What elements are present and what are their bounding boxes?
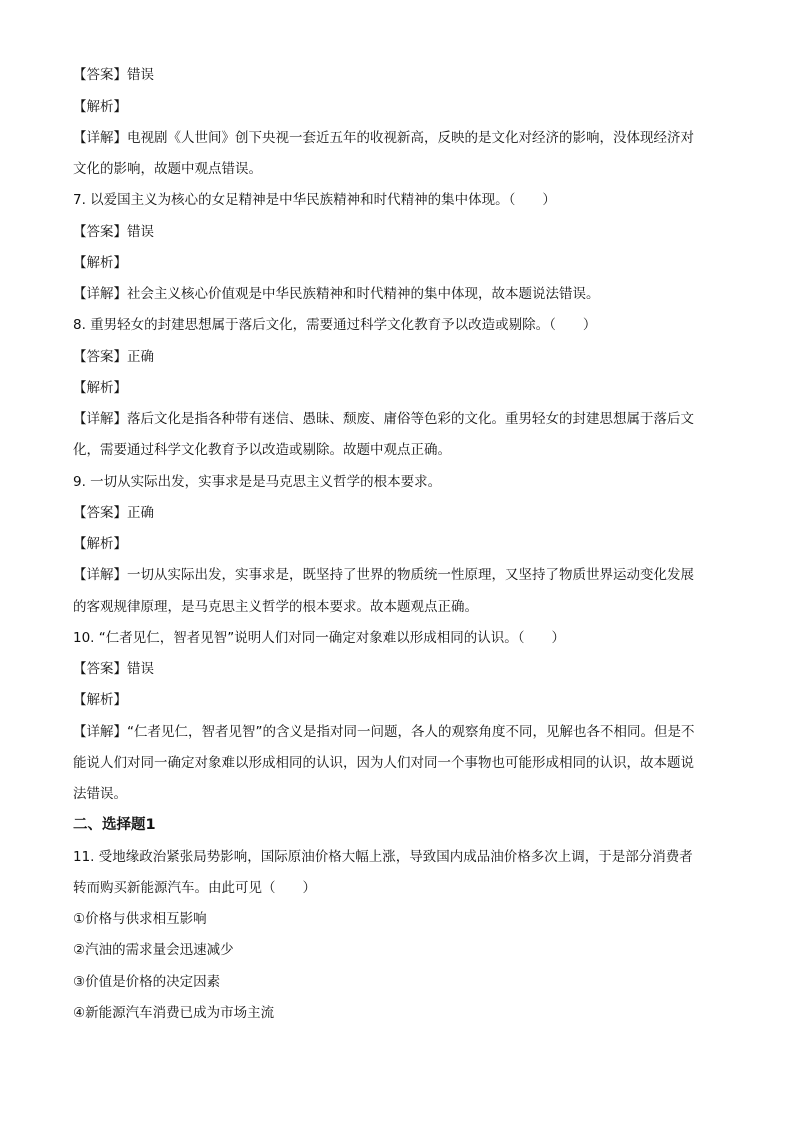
analysis-label: 【解析】 — [73, 255, 127, 271]
question-text: 11. 受地缘政治紧张局势影响，国际原油价格大幅上涨，导致国内成品油价格多次上调，于是部分消费者 — [73, 849, 693, 865]
explanation-text: 能说人们对同一确定对象难以形成相同的认识，因为人们对同一个事物也可能形成相同的认识，故本题说 — [73, 755, 694, 771]
analysis-label: 【解析】 — [73, 99, 127, 115]
option-item: ④新能源汽车消费已成为市场主流 — [73, 1005, 275, 1021]
analysis-label: 【解析】 — [73, 380, 127, 396]
question-text: 7. 以爱国主义为核心的女足精神是中华民族精神和时代精神的集中体现。（ ） — [73, 192, 556, 208]
answer-line: 【答案】错误 — [73, 661, 154, 677]
explanation-text: 【详解】电视剧《人世间》创下央视一套近五年的收视新高，反映的是文化对经济的影响，没体现经济对 — [73, 130, 694, 146]
section-title: 二、选择题1 — [73, 817, 156, 833]
answer-line: 【答案】错误 — [73, 67, 154, 83]
option-item: ③价值是价格的决定因素 — [73, 974, 221, 990]
explanation-text: 【详解】一切从实际出发，实事求是，既坚持了世界的物质统一性原理，又坚持了物质世界运动变化发展 — [73, 567, 694, 583]
explanation-text: 化，需要通过科学文化教育予以改造或剔除。故题中观点正确。 — [73, 442, 451, 458]
analysis-label: 【解析】 — [73, 692, 127, 708]
answer-line: 【答案】正确 — [73, 505, 154, 521]
explanation-text: 的客观规律原理，是马克思主义哲学的根本要求。故本题观点正确。 — [73, 599, 478, 615]
explanation-text: 【详解】“仁者见仁，智者见智”的含义是指对同一问题，各人的观察角度不同，见解也各不相同。但是不 — [73, 724, 695, 740]
explanation-text: 法错误。 — [73, 786, 127, 802]
option-item: ②汽油的需求量会迅速减少 — [73, 942, 234, 958]
explanation-text: 【详解】社会主义核心价值观是中华民族精神和时代精神的集中体现，故本题说法错误。 — [73, 286, 600, 302]
question-text: 转而购买新能源汽车。由此可见（ ） — [73, 880, 316, 896]
analysis-label: 【解析】 — [73, 536, 127, 552]
question-text: 10. “仁者见仁，智者见智”说明人们对同一确定对象难以形成相同的认识。（ ） — [73, 630, 565, 646]
question-text: 9. 一切从实际出发，实事求是是马克思主义哲学的根本要求。 — [73, 474, 442, 490]
option-item: ①价格与供求相互影响 — [73, 911, 207, 927]
question-text: 8. 重男轻女的封建思想属于落后文化，需要通过科学文化教育予以改造或剔除。（ ） — [73, 317, 597, 333]
answer-line: 【答案】错误 — [73, 224, 154, 240]
answer-line: 【答案】正确 — [73, 349, 154, 365]
explanation-text: 文化的影响，故题中观点错误。 — [73, 161, 262, 177]
explanation-text: 【详解】落后文化是指各种带有迷信、愚昧、颓废、庸俗等色彩的文化。重男轻女的封建思想属于落后文 — [73, 411, 694, 427]
